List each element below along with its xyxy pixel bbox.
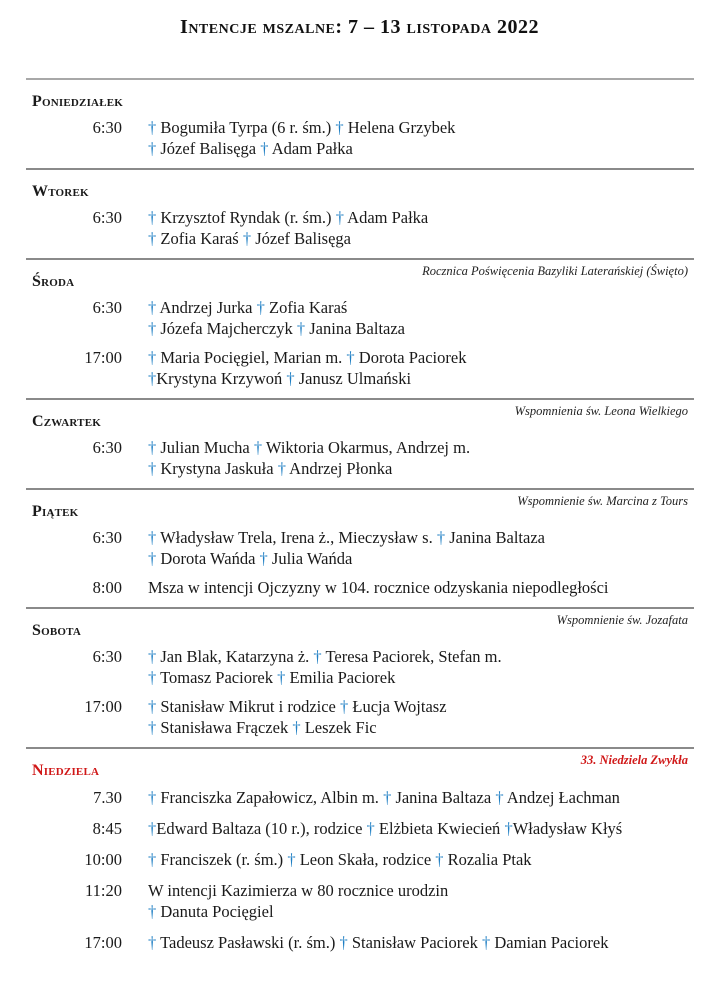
mass-row [26,876,694,928]
mass-row [26,294,694,344]
latin-cross-icon: † [148,788,157,807]
mass-row [26,845,694,876]
day-name: Poniedziałek [32,93,124,110]
mass-row [26,814,694,845]
latin-cross-icon: † [435,850,444,869]
day-header [26,80,694,114]
day-section [26,78,694,168]
mass-intentions [148,787,694,808]
day-header [26,400,694,434]
latin-cross-icon: † [504,819,513,838]
day-header [26,749,694,783]
latin-cross-icon: † [286,369,295,388]
day-name: Wtorek [32,183,89,200]
latin-cross-icon: † [148,549,157,568]
latin-cross-icon: † [148,459,157,478]
intention-line: † Franciszek (r. śm.) † Leon Skała, rodzice † Rozalia Ptak [148,850,532,869]
intention-line: † Zofia Karaś † Józef Balisęga [148,229,351,248]
day-header [26,260,694,294]
feast-label: Wspomnienie św. Marcina z Tours [517,494,688,508]
mass-intentions [148,577,694,598]
mass-intentions [148,932,694,953]
latin-cross-icon: † [277,459,286,478]
latin-cross-icon: † [148,819,157,838]
intention-line: W intencji Kazimierza w 80 rocznice urodzin [148,881,449,900]
latin-cross-icon: † [148,647,157,666]
mass-time: 6:30 [92,208,122,227]
latin-cross-icon: † [313,647,322,666]
day-name: Sobota [32,622,82,639]
latin-cross-icon: † [148,348,157,367]
latin-cross-icon: † [148,933,157,952]
latin-cross-icon: † [292,718,301,737]
latin-cross-icon: † [346,348,355,367]
latin-cross-icon: † [148,850,157,869]
feast-label: 33. Niedziela Zwykła [580,753,688,767]
latin-cross-icon: † [482,933,491,952]
intention-line: † Stanisława Frączek † Leszek Fic [148,718,377,737]
intention-line: †Krystyna Krzywoń † Janusz Ulmański [148,369,412,388]
day-section [26,398,694,488]
mass-time: 6:30 [92,647,122,666]
feast-label: Wspomnienie św. Jozafata [556,613,688,627]
latin-cross-icon: † [148,229,157,248]
intention-line: † Dorota Wańda † Julia Wańda [148,549,353,568]
latin-cross-icon: † [148,438,157,457]
latin-cross-icon: † [277,668,286,687]
latin-cross-icon: † [148,319,157,338]
intention-line: † Bogumiła Tyrpa (6 r. śm.) † Helena Grzybek [148,118,456,137]
mass-row [26,574,694,603]
mass-time: 6:30 [92,118,122,137]
intention-line: † Józef Balisęga † Adam Pałka [148,139,353,158]
mass-row [26,693,694,743]
day-section [26,747,694,963]
mass-time: 8:00 [92,578,122,597]
mass-intentions [148,818,694,839]
mass-row [26,114,694,164]
intention-line: Msza w intencji Ojczyzny w 104. rocznice odzyskania niepodległości [148,578,609,597]
latin-cross-icon: † [339,933,348,952]
mass-intentions [148,646,694,688]
day-header [26,609,694,643]
mass-intentions [148,527,694,569]
latin-cross-icon: † [335,118,344,137]
intentions-schedule [26,78,694,963]
latin-cross-icon: † [340,697,349,716]
day-header [26,170,694,204]
latin-cross-icon: † [148,298,157,317]
latin-cross-icon: † [148,668,157,687]
intention-line: † Stanisław Mikrut i rodzice † Łucja Wojtasz [148,697,447,716]
day-name: Środa [32,273,75,290]
mass-time: 7.30 [93,788,122,807]
latin-cross-icon: † [335,208,344,227]
latin-cross-icon: † [259,549,268,568]
mass-intentions [148,207,694,249]
mass-intentions [148,696,694,738]
intention-line: †Edward Baltaza (10 r.), rodzice † Elżbieta Kwiecień †Władysław Kłyś [148,819,623,838]
mass-time: 17:00 [84,933,122,952]
latin-cross-icon: † [148,528,157,547]
mass-time: 10:00 [84,850,122,869]
mass-row [26,204,694,254]
intention-line: † Julian Mucha † Wiktoria Okarmus, Andrzej m. [148,438,471,457]
latin-cross-icon: † [253,438,263,457]
day-name: Czwartek [32,413,102,430]
mass-time: 17:00 [84,697,122,716]
latin-cross-icon: † [148,139,157,158]
latin-cross-icon: † [148,118,157,137]
day-section [26,258,694,398]
mass-time: 11:20 [85,881,122,900]
mass-time: 8:45 [92,819,122,838]
intention-line: † Andrzej Jurka † Zofia Karaś [148,298,348,317]
latin-cross-icon: † [256,298,265,317]
latin-cross-icon: † [296,319,306,338]
mass-intentions [148,297,694,339]
intention-line: † Władysław Trela, Irena ż., Mieczysław s. † Janina Baltaza [148,528,545,547]
latin-cross-icon: † [260,139,269,158]
intention-line: † Maria Pocięgiel, Marian m. † Dorota Paciorek [148,348,467,367]
day-name: Piątek [32,503,79,520]
latin-cross-icon: † [383,788,392,807]
latin-cross-icon: † [242,229,252,248]
mass-intentions [148,849,694,870]
intention-line: † Tadeusz Pasławski (r. śm.) † Stanisław Paciorek † Damian Paciorek [148,933,609,952]
mass-time: 6:30 [92,528,122,547]
latin-cross-icon: † [148,718,157,737]
mass-intentions [148,880,694,922]
mass-intentions [148,117,694,159]
latin-cross-icon: † [495,788,504,807]
intention-line: † Danuta Pocięgiel [148,902,274,921]
latin-cross-icon: † [148,208,157,227]
mass-time: 6:30 [92,298,122,317]
intention-line: † Krzysztof Ryndak (r. śm.) † Adam Pałka [148,208,429,227]
mass-row [26,434,694,484]
mass-intentions [148,437,694,479]
day-header [26,490,694,524]
day-section [26,607,694,747]
intention-line: † Józefa Majcherczyk † Janina Baltaza [148,319,406,338]
feast-label: Rocznica Poświęcenia Bazyliki Laterańskiej (Święto) [422,264,688,278]
day-section [26,168,694,258]
intention-line: † Jan Blak, Katarzyna ż. † Teresa Paciorek, Stefan m. [148,647,502,666]
latin-cross-icon: † [148,697,157,716]
page-title: Intencje mszalne: 7 – 13 listopada 2022 [180,16,539,38]
mass-intentions [148,347,694,389]
mass-row [26,344,694,394]
mass-time: 6:30 [92,438,122,457]
intention-line: † Franciszka Zapałowicz, Albin m. † Janina Baltaza † Andzej Łachman [148,788,620,807]
latin-cross-icon: † [436,528,446,547]
mass-row [26,783,694,814]
mass-row [26,524,694,574]
mass-time: 17:00 [84,348,122,367]
mass-row [26,928,694,959]
feast-label: Wspomnienia św. Leona Wielkiego [514,404,688,418]
latin-cross-icon: † [148,369,157,388]
intention-line: † Krystyna Jaskuła † Andrzej Płonka [148,459,393,478]
mass-row [26,643,694,693]
latin-cross-icon: † [287,850,296,869]
latin-cross-icon: † [148,902,157,921]
latin-cross-icon: † [366,819,375,838]
day-section [26,488,694,607]
intention-line: † Tomasz Paciorek † Emilia Paciorek [148,668,396,687]
day-name: Niedziela [32,762,100,779]
